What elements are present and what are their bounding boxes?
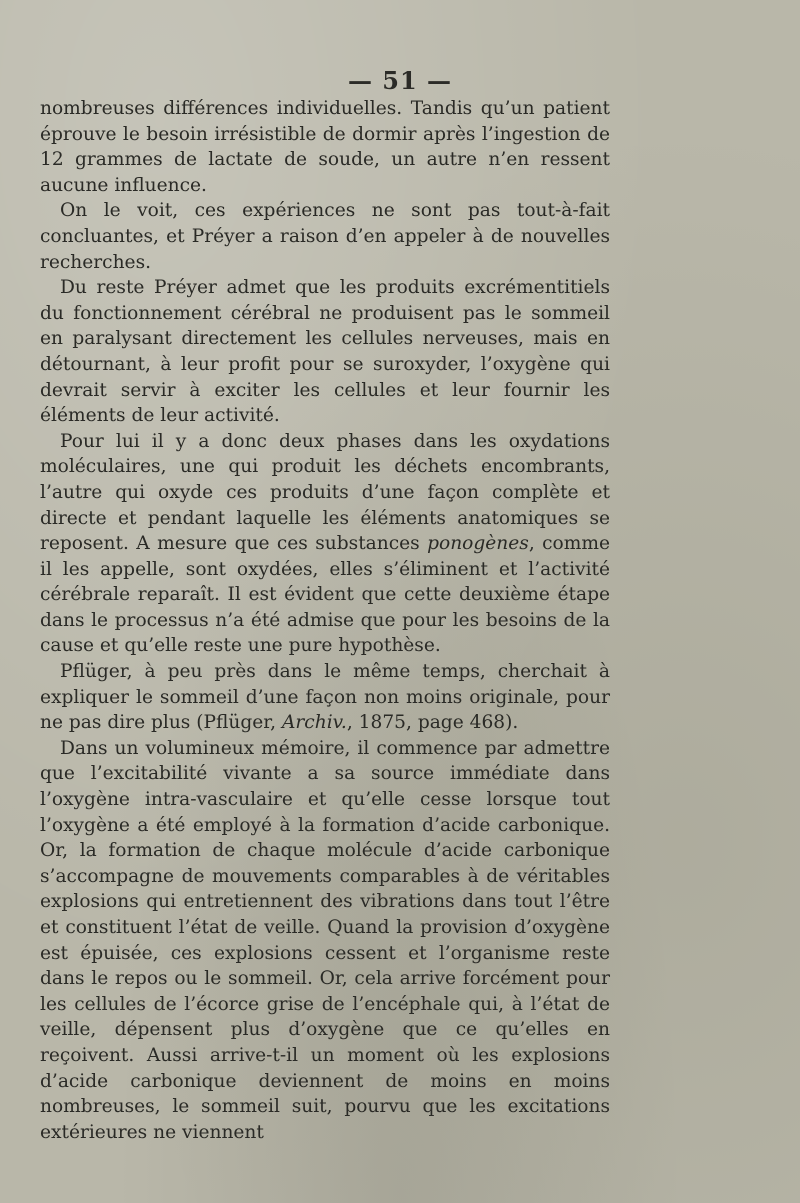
paragraph — [40, 659, 610, 736]
text-run: , 1875, page 468). — [346, 712, 519, 734]
text-run: Pflüger, à peu près dans le même temps, cherchait à expliquer le sommeil d’une façon non moins originale, pour ne pas dire plus (Pflüger, — [40, 661, 610, 734]
text-run: , comme il les appelle, sont oxydées, elles s’éliminent et l’activité cérébrale reparaît. Il est évident que cette deuxième étape dans le processus n’a été admise que pour les besoins de la cause et qu’elle reste une pure hypothèse. — [40, 533, 611, 657]
paragraph — [40, 275, 610, 429]
text-run: nombreuses différences individuelles. Tandis qu’un patient éprouve le besoin irrésistible de dormir après l’ingestion de 12 grammes de lactate de soude, un autre n’en ressent aucune influence. — [40, 98, 610, 196]
paragraph — [40, 429, 610, 659]
text-run: Du reste Préyer admet que les produits excrémentitiels du fonctionnement cérébral ne produisent pas le sommeil en paralysant directement les cellules nerveuses, mais en détournant, à leur profit pour se suroxyder, l’oxygène qui devrait servir à exciter les cellules et leur fournir les éléments de leur activité. — [40, 277, 610, 427]
italic-text: Archiv. — [281, 712, 347, 734]
body-text — [40, 96, 610, 1145]
page-number: — 51 — — [347, 66, 453, 95]
paragraph — [40, 96, 610, 198]
italic-text: ponogènes — [427, 533, 529, 555]
text-run: Dans un volumineux mémoire, il commence par admettre que l’excitabilité vivante a sa source immédiate dans l’oxygène intra-vasculaire et qu’elle cesse lorsque tout l’oxygène a été employé à la formation d’acide carbonique. Or, la formation de chaque molécule d’acide carbonique s’accompagne de mouvements comparables à de véritables explosions qui entretiennent des vibrations dans tout l’être et constituent l’état de veille. Quand la provision d’oxygène est épuisée, ces explosions cessent et l’organisme reste dans le repos ou le sommeil. Or, cela arrive forcément pour les cellules de l’écorce grise de l’encéphale qui, à l’état de veille, dépensent plus d’oxygène que ce qu’elles en reçoivent. Aussi arrive-t-il un moment où les explosions d’acide carbonique deviennent de moins en moins nombreuses, le sommeil suit, pourvu que les excitations extérieures ne viennent — [40, 737, 610, 1143]
text-run: Pour lui il y a donc deux phases dans les oxydations moléculaires, une qui produit les déchets encombrants, l’autre qui oxyde ces produits d’une façon complète et directe et pendant laquelle les éléments anatomiques se reposent. A mesure que ces substances — [40, 430, 610, 555]
paragraph — [40, 198, 610, 275]
text-run: On le voit, ces expériences ne sont pas tout-à-fait concluantes, et Préyer a raison d’en appeler à de nouvelles recherches. — [40, 200, 610, 273]
paragraph — [40, 736, 610, 1146]
